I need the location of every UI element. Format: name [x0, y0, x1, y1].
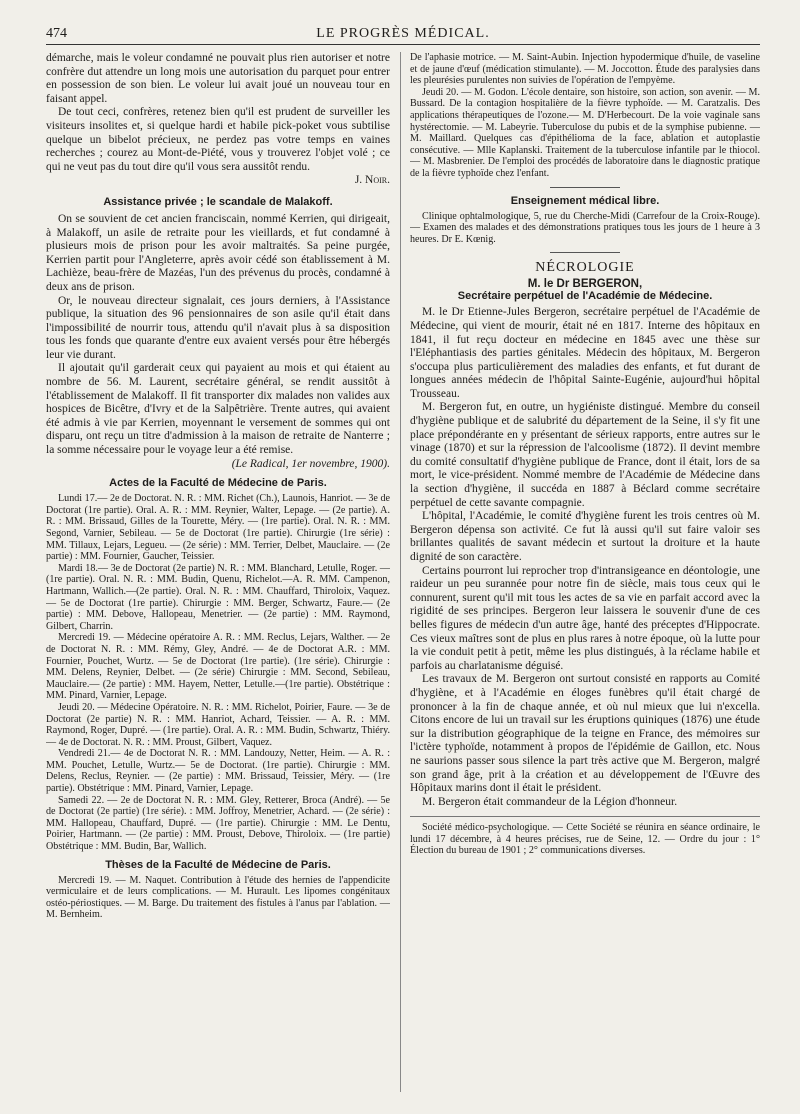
section-title-enseignement: Enseignement médical libre.: [510, 194, 660, 207]
section-divider: [550, 252, 620, 253]
intro-paragraph: De tout ceci, confrères, retenez bien qu'il est prudent de surveiller les visiteurs insolites et, si quelque hardi et habile pick-poket vous subtilise quelque un bibelot précieux, ne perdez pas votre temps en vaines recherches ; courez au Mont-de-Piété, vous y trouverez l'objet volé ; ce qui ne veut pas du tout dire qu'il vous sera aussitôt rendu.: [46, 106, 390, 173]
obituary-role: Secrétaire perpétuel de l'Académie de Médecine.: [457, 290, 713, 303]
actes-paragraph: Mercredi 19. — Médecine opératoire A. R. : MM. Reclus, Lejars, Walther. — 2e de Doctorat N. R. : MM. Rémy, Gley, André. — 4e de Doctorat A.R. : MM. Fournier, Pouchet, Wurtz. — 5e de Doctorat (1re partie). (1re série). Chirurgie : MM. Delens, Reynier, Delbet. — (2e série) Chirurgie : MM. Second, Sebileau, Mauclaire.— (2e partie) : MM. Hayem, Netter, Letulle.—(1re partie). Obstétrique : MM. Pinard, Varnier, Lepage.: [46, 632, 390, 702]
obituary-paragraph: L'hôpital, l'Académie, le comité d'hygiène furent les trois centres où M. Bergeron dépensa son activité. Ce fut là aussi qu'il sut faire valoir ses brillantes qualités de savant médecin et surtout la droiture et la haute dignité de son caractère.: [410, 510, 760, 563]
malakoff-paragraph: Or, le nouveau directeur signalait, ces jours derniers, à l'Assistance publique, la situation des 96 pensionnaires de son asile qu'il était dans l'impossibilité de nourrir tous, attendu qu'il n'avait plus à sa disposition tous les fonds que quarante d'entre eux avaient versés pour être hébergés leur vie durant.: [46, 294, 390, 361]
theses-paragraph: Mercredi 19. — M. Naquet. Contribution à l'étude des hernies de l'appendicite vermiculaire et de leurs complications. — M. Hurault. Les lipomes congénitaux ostéo-périostiques. — M. Barge. Du traitement des fistules à l'anus par l'ablation. — M. Bernheim.: [46, 874, 390, 921]
notice-divider: [410, 816, 760, 817]
malakoff-credit: (Le Radical, 1er novembre, 1900).: [231, 457, 390, 470]
actes-paragraph: Jeudi 20. — Médecine Opératoire. N. R. : MM. Richelot, Poirier, Faure. — 3e de Doctorat (2e partie) N. R. : MM. Hanriot, Achard, Teissier. — A. R. : MM. Raymond, Roger, Dupré. — (1re partie). Oral. A. R. : MM. Budin, Schwartz, Thiéry. — 4e de Doctorat. N. R. : MM. Proust, Gilbert, Vaquez.: [46, 701, 390, 748]
header-rule: [46, 44, 760, 45]
enseignement-paragraph: Clinique ophtalmologique, 5, rue du Cherche-Midi (Carrefour de la Croix-Rouge). — Examen des malades et des démonstrations pratiques tous les jours de 1 heure à 3 heures. Dr E. Kœnig.: [410, 210, 760, 245]
intro-signature: J. Noir.: [354, 174, 390, 187]
necrologie-title: NÉCROLOGIE: [535, 260, 635, 276]
section-divider: [550, 187, 620, 188]
obituary-paragraph: Certains pourront lui reprocher trop d'intransigeance en déontologie, une raideur un peu surannée pour notre fin de siècle, mais tous ceux qui le connurent, surent qu'il mit tous les actes de sa vie en parfait accord avec la rigidité de ses principes. Bergeron leur laissera le souvenir d'une de ces belles figures de médecin d'un autre âge, hanté des préceptes d'Hippocrate. Ces vieux maîtres sont de plus en plus rares à notre époque, où la lutte pour la vie conduit petit à petit, même les plus distingués, à la réclame habile et parfois au charlatanisme déguisé.: [410, 564, 760, 672]
malakoff-paragraph: Il ajoutait qu'il garderait ceux qui payaient au mois et qui étaient au nombre de 56. M. Laurent, secrétaire général, se rendit aussitôt à l'établissement de Malakoff. Il fit transporter dix malades non valides aux hospices de Bicêtre, d'Ivry et de la Salpêtrière. Trente autres, qui avaient été admis à vie par Kerrien, moyennant le versement de sommes qui ont disparu, ont reçu un titre d'admission à la maison de retraite de Nanterre ; la somme nécessaire pour le voyage leur a été remise.: [46, 362, 390, 457]
theses-continued-paragraph: De l'aphasie motrice. — M. Saint-Aubin. Injection hypodermique d'huile, de vaseline et de jaune d'œuf (médication stimulante). — M. Joccotton. Étude des paralysies dans les pleurésies purulentes non suivies de l'opération de l'empyème.: [410, 52, 760, 87]
obituary-paragraph: M. Bergeron fut, en outre, un hygiéniste distingué. Membre du conseil d'hygiène publique et de salubrité du département de la Seine, il s'y fit une place prépondérante en y présentant de sérieux rapports, entre autres sur le vinage (1870) et sur la répression de l'alcoolisme (1872). Il devint membre du comité consultatif d'hygiène publique de France, dont il était, lors de sa mort, le vice-président. Nommé membre de l'Académie de Médecine dans la section d'hygiène, il succéda en 1887 à Béclard comme secrétaire perpétuel de cette savante compagnie.: [410, 401, 760, 509]
right-column: [410, 52, 760, 1092]
actes-paragraph: Lundi 17.— 2e de Doctorat. N. R. : MM. Richet (Ch.), Launois, Hanriot. — 3e de Doctorat (1re partie). Oral. A. R. : MM. Reynier, Walter, Lepage. — (2e partie). A. R. : MM. Brissaud, Gilles de la Tourette, Méry. — (1re partie). Oral. N. R. : MM. Segond, Varnier, Sebileau. — 5e de Doctorat (1re partie). Chirurgie (1re série) : MM. Tillaux, Lejars, Legueu. — (2e série) : MM. Terrier, Delbet, Mauclaire. — (2e partie) : MM. Fournier, Gaucher, Teissier.: [46, 493, 390, 563]
actes-paragraph: Vendredi 21.— 4e de Doctorat N. R. : MM. Landouzy, Netter, Heim. — A. R. : MM. Pouchet, Letulle, Wurtz.— 5e de Doctorat. (1re partie). Chirurgie : MM. Delens, Reclus, Reynier. — (2e partie) : MM. Brissaud, Teissier, Méry. — (1re partie). Obstétrique : MM. Pinard, Varnier, Lepage.: [46, 748, 390, 795]
journal-title: LE PROGRÈS MÉDICAL.: [316, 26, 490, 41]
malakoff-paragraph: On se souvient de cet ancien franciscain, nommé Kerrien, qui dirigeait, à Malakoff, un asile de retraite pour les vieillards, et fut condamné à plusieurs mois de prison pour les avoir maltraités. Sa peine purgée, Kerrien partit pour l'Angleterre, après avoir cédé son établissement à M. Lachièze, beau-frère de Mazéas, l'un des prévenus du procès, condamné à deux ans de prison.: [46, 212, 390, 293]
intro-paragraph: démarche, mais le voleur condamné ne pouvait plus rien autoriser et notre confrère dut attendre un long mois une autorisation du parquet pour entrer en possession de son bien. Le voleur lui avait joué un nouveau tour en faisant appel.: [46, 52, 390, 105]
obituary-name: M. le Dr BERGERON,: [527, 278, 643, 291]
column-divider: [400, 52, 401, 1092]
actes-paragraph: Mardi 18.— 3e de Doctorat (2e partie) N. R. : MM. Blanchard, Letulle, Roger. — (1re partie). Oral. N. R. : MM. Budin, Quenu, Richelot.—A. R. MM. Campenon, Hartmann, Wallich.—(2e partie). Oral. N. R. : MM. Chauffard, Thiroloix, Vaquez. — 5e de Doctorat (1re partie). Chirurgie : MM. Berger, Schwartz, Faure.— (2e partie) : MM. Debove, Hallopeau, Menetrier. — (2e partie) : MM. Raymond, Gilbert, Charrin.: [46, 562, 390, 632]
page-number: 474: [46, 26, 67, 41]
theses-continued-paragraph: Jeudi 20. — M. Godon. L'école dentaire, son histoire, son action, son avenir. — M. Bussard. De la contagion hospitalière de la fièvre typhoïde. — M. Caratzalis. Des applications thérapeutiques de l'ozone.— M. D'Herbecourt. De la voie vaginale sans hystérectomie. — M. Labeyrie. Tuberculose du pubis et de la symphise pubienne. — M. Maillard. Quelques cas d'épithélioma de la face, ablation et autoplastie consécutive. — Mlle Kaplanski. Traitement de la tuberculose infantile par le thiocol. — M. Masbrenier. De l'emploi des procédés de laboratoire dans le diagnostic pratique de la fièvre typhoïde chez l'enfant.: [410, 86, 760, 179]
obituary-paragraph: M. Bergeron était commandeur de la Légion d'honneur.: [422, 795, 678, 808]
section-title-theses: Thèses de la Faculté de Médecine de Paris.: [105, 858, 331, 871]
section-title-actes: Actes de la Faculté de Médecine de Paris.: [109, 477, 327, 490]
page-header: [46, 26, 760, 44]
section-title-malakoff: Assistance privée ; le scandale de Malakoff.: [103, 195, 333, 208]
societe-notice: Société médico-psychologique. — Cette Société se réunira en séance ordinaire, le lundi 17 décembre, à 4 heures précises, rue de Seine, 12. — Ordre du jour : 1° Élection du bureau de 1901 ; 2° communications diverses.: [410, 822, 760, 857]
left-column: [46, 52, 390, 1092]
obituary-paragraph: Les travaux de M. Bergeron ont surtout consisté en rapports au Comité d'hygiène, et à l'Académie en éloges funèbres qu'il était chargé de prononcer à la fin de chaque année, et où nul mieux que lui n'excella. Citons encore de lui un travail sur les éruptions quiniques (1876) une étude sur la distribution géographique de la teigne en France, des mémoires sur l'ictère typhoïde, notamment à propos de l'épidémie de Gaillon, etc. Nous ne saurions passer sous silence la part très active que M. Bergeron, malgré son grand âge, prit à la création et au développement de l'Œuvre des Hôpitaux marins dont il était le président.: [410, 673, 760, 795]
actes-paragraph: Samedi 22. — 2e de Doctorat N. R. : MM. Gley, Retterer, Broca (André). — 5e de Doctorat (2e partie) (1re série). : MM. Joffroy, Menetrier, Achard. — (2e série) : MM. Hallopeau, Chauffard, Dupré. — (1re partie). Chirurgie : MM. Le Dentu, Poirier, Hartmann. — (2e partie) : MM. Proust, Debove, Thiroloix. — (1re partie) Obstétrique : MM. Budin, Bar, Wallich.: [46, 794, 390, 853]
obituary-paragraph: M. le Dr Etienne-Jules Bergeron, secrétaire perpétuel de l'Académie de Médecine, qui vient de mourir, était né en 1817. Interne des hôpitaux en 1841, il fut reçu docteur en médecine en 1845 avec une thèse sur l'Eléphantiasis des parties génitales. Médecin des hôpitaux, M. Bergeron s'occupa plus particulièrement des maladies des enfants, et fut durant de longues années médecin de l'hôpital Sainte-Eugénie, aujourd'hui hôpital Trousseau.: [410, 306, 760, 400]
